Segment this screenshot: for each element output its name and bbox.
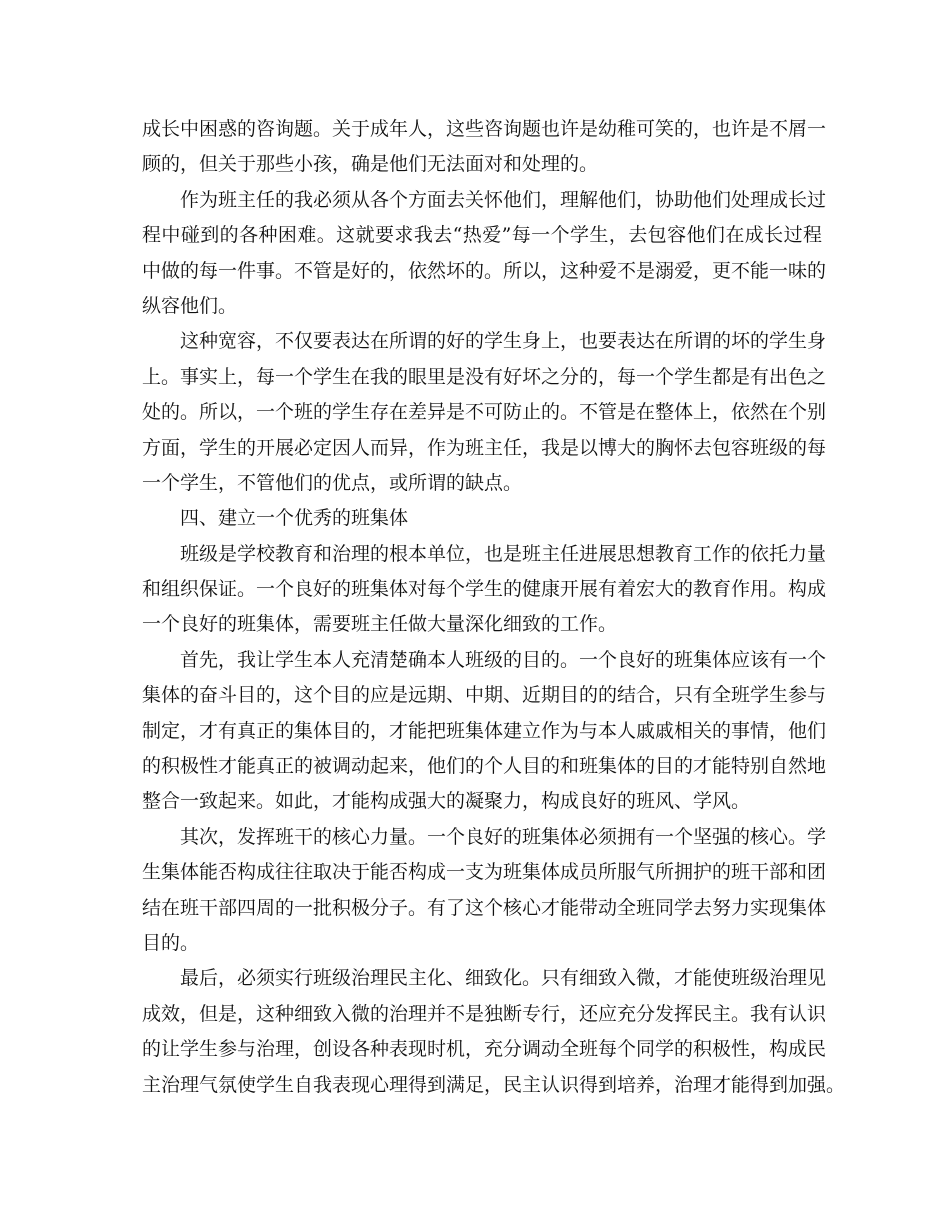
text-line: 成长中困惑的咨询题。关于成年人，这些咨询题也许是幼稚可笑的，也许是不屑一 xyxy=(142,118,827,140)
text-line: 中做的每一件事。不管是好的，依然坏的。所以，这种爱不是溺爱，更不能一味的 xyxy=(142,259,827,282)
text-line: 集体的奋斗目的，这个目的应是远期、中期、近期目的的结合，只有全班学生参与 xyxy=(142,684,827,707)
text-line: 程中碰到的各种困难。这就要求我去“热爱”每一个学生，去包容他们在成长过程 xyxy=(142,224,822,247)
paragraph-8 xyxy=(142,961,846,1103)
text-line: 的让学生参与治理，创设各种表现时机，充分调动全班每个同学的积极性，构成民 xyxy=(142,1038,827,1061)
body-text xyxy=(142,112,846,1103)
paragraph-7 xyxy=(142,820,827,962)
text-line: 制定，才有真正的集体目的，才能把班集体建立作为与本人戚戚相关的事情，他们 xyxy=(142,719,827,742)
paragraph-2 xyxy=(142,183,827,325)
paragraph-3 xyxy=(142,324,827,501)
text-line: 班级是学校教育和治理的根本单位，也是班主任进展思想教育工作的依托力量 xyxy=(180,542,827,565)
text-line: 一个学生，不管他们的优点，或所谓的缺点。 xyxy=(142,471,523,494)
section-heading-text: 四、建立一个优秀的班集体 xyxy=(180,507,409,530)
text-line: 首先，我让学生本人充清楚确本人班级的目的。一个良好的班集体应该有一个 xyxy=(180,648,827,671)
text-line: 结在班干部四周的一批积极分子。有了这个核心才能带动全班同学去努力实现集体 xyxy=(142,896,827,919)
paragraph-6 xyxy=(142,643,827,820)
text-line: 整合一致起来。如此，才能构成强大的凝聚力，构成良好的班风、学风。 xyxy=(142,790,751,813)
text-line: 目的。 xyxy=(142,931,200,954)
text-line: 和组织保证。一个良好的班集体对每个学生的健康开展有着宏大的教育作用。构成 xyxy=(142,578,827,601)
text-line: 纵容他们。 xyxy=(142,294,238,317)
paragraph-1 xyxy=(142,112,827,183)
text-line: 主治理气氛使学生自我表现心理得到满足，民主认识得到培养，治理才能得到加强。 xyxy=(142,1073,846,1096)
text-line: 这种宽容，不仅要表达在所谓的好的学生身上，也要表达在所谓的坏的学生身 xyxy=(180,330,827,353)
text-line: 其次，发挥班干的核心力量。一个良好的班集体必须拥有一个坚强的核心。学 xyxy=(180,825,827,848)
text-line: 一个良好的班集体，需要班主任做大量深化细致的工作。 xyxy=(142,613,618,636)
text-line: 最后，必须实行班级治理民主化、细致化。只有细致入微，才能使班级治理见 xyxy=(180,967,827,990)
text-line: 处的。所以，一个班的学生存在差异是不可防止的。不管是在整体上，依然在个别 xyxy=(142,401,827,424)
text-line: 上。事实上，每一个学生在我的眼里是没有好坏之分的，每一个学生都是有出色之 xyxy=(142,365,827,388)
paragraph-5 xyxy=(142,537,827,643)
text-line: 作为班主任的我必须从各个方面去关怀他们，理解他们，协助他们处理成长过 xyxy=(180,188,827,211)
text-line: 成效，但是，这种细致入微的治理并不是独断专行，还应充分发挥民主。我有认识 xyxy=(142,1002,827,1025)
text-line: 的积极性才能真正的被调动起来，他们的个人目的和班集体的目的才能特别自然地 xyxy=(142,755,827,778)
text-line: 生集体能否构成往往取决于能否构成一支为班集体成员所服气所拥护的班干部和团 xyxy=(142,861,827,884)
section-heading xyxy=(142,501,822,536)
text-line: 顾的，但关于那些小孩，确是他们无法面对和处理的。 xyxy=(142,153,599,176)
text-line: 方面，学生的开展必定因人而异，作为班主任，我是以博大的胸怀去包容班级的每 xyxy=(142,436,827,459)
